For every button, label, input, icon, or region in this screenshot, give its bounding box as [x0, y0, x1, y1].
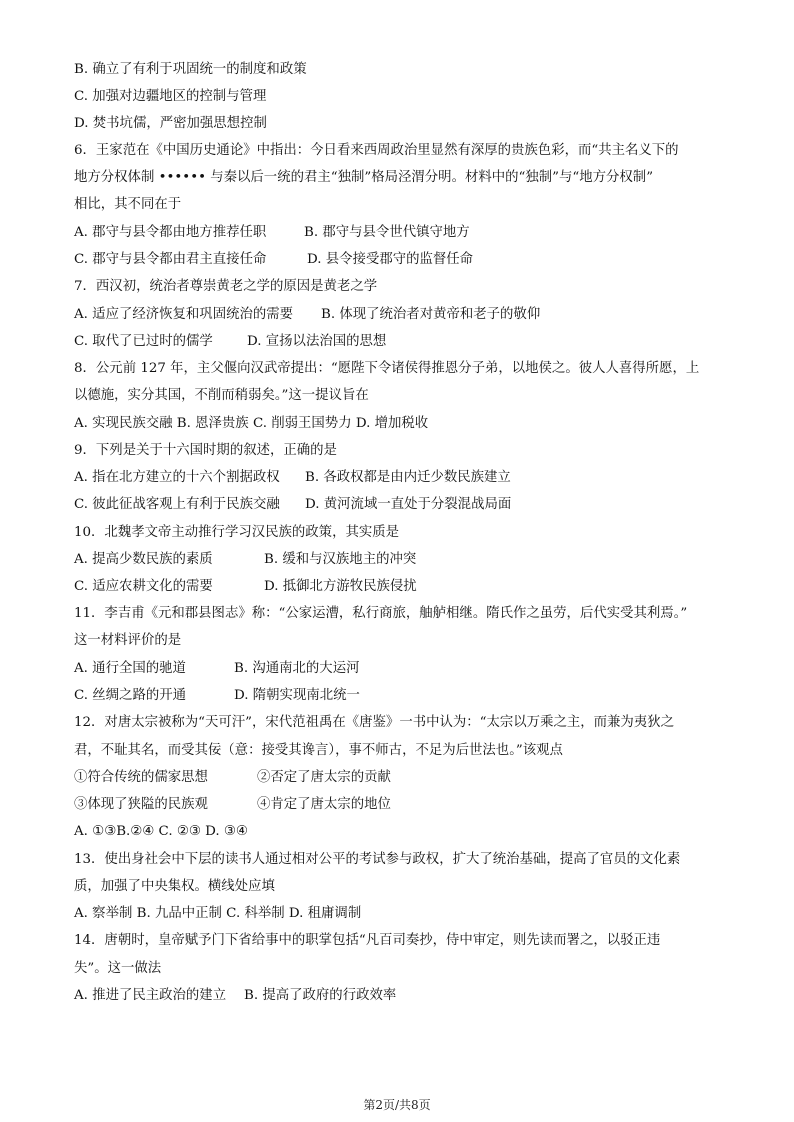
question-7-option-c: C. 取代了已过时的儒学: [74, 334, 213, 349]
question-7-option-d: D. 宣扬以法治国的思想: [247, 334, 387, 349]
question-12-options: A. ①③B.②④ C. ②③ D. ③④: [74, 824, 248, 839]
question-11-option-d: D. 隋朝实现南北统一: [234, 688, 360, 703]
question-14-stem-cont: 失”。这一做法: [74, 961, 162, 976]
question-6-option-c: C. 郡守与县令都由君主直接任命: [74, 252, 267, 267]
question-10-stem: 10．北魏孝文帝主动推行学习汉民族的政策，其实质是: [74, 525, 400, 540]
question-8-stem: 8．公元前 127 年，主父偃向汉武帝提出：“愿陛下令诸侯得推恩分子弟，以地侯之。彼人人喜得所愿，上: [74, 361, 700, 376]
question-13-stem-cont: 质，加强了中央集权。横线处应填: [74, 879, 275, 894]
question-11-option-b: B. 沟通南北的大运河: [234, 661, 360, 676]
question-6-option-d: D. 县令接受郡守的监督任命: [307, 252, 474, 267]
question-7-option-b: B. 体现了统治者对黄帝和老子的敬仰: [321, 307, 541, 322]
question-14-option-a: A. 推进了民主政治的建立: [74, 988, 227, 1003]
option-b-text: B. 确立了有利于巩固统一的制度和政策: [74, 62, 307, 77]
question-11-option-c: C. 丝绸之路的开通: [74, 688, 187, 703]
question-10-option-b: B. 缓和与汉族地主的冲突: [264, 552, 417, 567]
question-12-statement-2: ②否定了唐太宗的贡献: [257, 770, 391, 785]
question-12-statement-3: ③体现了狭隘的民族观: [74, 797, 208, 812]
question-8-options: A. 实现民族交融 B. 恩泽贵族 C. 削弱王国势力 D. 增加税收: [74, 416, 429, 431]
question-7-option-a: A. 适应了经济恢复和巩固统治的需要: [74, 307, 294, 322]
question-10-option-a: A. 提高少数民族的素质: [74, 552, 213, 567]
question-9-option-a: A. 指在北方建立的十六个割据政权: [74, 470, 280, 485]
question-7-stem: 7．西汉初，统治者尊崇黄老之学的原因是黄老之学: [74, 279, 378, 294]
question-6-stem-cont: 相比，其不同在于: [74, 197, 182, 212]
question-12-statement-1: ①符合传统的儒家思想: [74, 770, 208, 785]
option-d-text: D. 焚书坑儒，严密加强思想控制: [74, 116, 267, 131]
question-9-option-d: D. 黄河流域一直处于分裂混战局面: [305, 497, 512, 512]
question-11-stem-cont: 这一材料评价的是: [74, 633, 182, 648]
question-14-stem: 14．唐朝时，皇帝赋予门下省给事中的职掌包括“凡百司奏抄，侍中审定，则先读而署之，以驳正违: [74, 933, 661, 948]
question-10-option-c: C. 适应农耕文化的需要: [74, 579, 213, 594]
question-6-stem: 6．王家范在《中国历史通论》中指出：今日看来西周政治里显然有深厚的贵族色彩，而“共主名义下的: [74, 143, 679, 158]
question-9-stem: 9．下列是关于十六国时期的叙述，正确的是: [74, 443, 337, 458]
question-14-option-b: B. 提高了政府的行政效率: [244, 988, 397, 1003]
question-11-option-a: A. 通行全国的驰道: [74, 661, 186, 676]
question-9-option-b: B. 各政权都是由内迁少数民族建立: [305, 470, 511, 485]
question-10-option-d: D. 抵御北方游牧民族侵扰: [264, 579, 417, 594]
question-12-stem: 12．对唐太宗被称为“天可汗”，宋代范祖禹在《唐鉴》一书中认为：“太宗以万乘之主，而兼为夷狄之: [74, 715, 674, 730]
question-13-options: A. 察举制 B. 九品中正制 C. 科举制 D. 租庸调制: [74, 906, 362, 921]
option-c-text: C. 加强对边疆地区的控制与管理: [74, 89, 267, 104]
question-6-stem-cont: 地方分权体制 •••••• 与秦以后一统的君主“独制”格局泾渭分明。材料中的“独制”与“地方分权制”: [74, 170, 654, 185]
question-9-option-c: C. 彼此征战客观上有利于民族交融: [74, 497, 280, 512]
question-12-statement-4: ④肯定了唐太宗的地位: [257, 797, 391, 812]
question-11-stem: 11．李吉甫《元和郡县图志》称：“公家运漕，私行商旅，舳舻相继。隋氏作之虽劳，后代实受其利焉。”: [74, 606, 688, 621]
question-12-stem-cont: 君，不耻其名，而受其佞（意：接受其谗言），事不师古，不足为后世法也。”该观点: [74, 743, 563, 758]
page-number: 第2页/共8页: [363, 1098, 431, 1112]
question-8-stem-cont: 以德施，实分其国，不削而稍弱矣。”这一提议旨在: [74, 388, 369, 403]
question-6-option-a: A. 郡守与县令都由地方推荐任职: [74, 225, 267, 240]
question-6-option-b: B. 郡守与县令世代镇守地方: [304, 225, 470, 240]
question-13-stem: 13．使出身社会中下层的读书人通过相对公平的考试参与政权，扩大了统治基础，提高了官员的文化素: [74, 852, 681, 867]
